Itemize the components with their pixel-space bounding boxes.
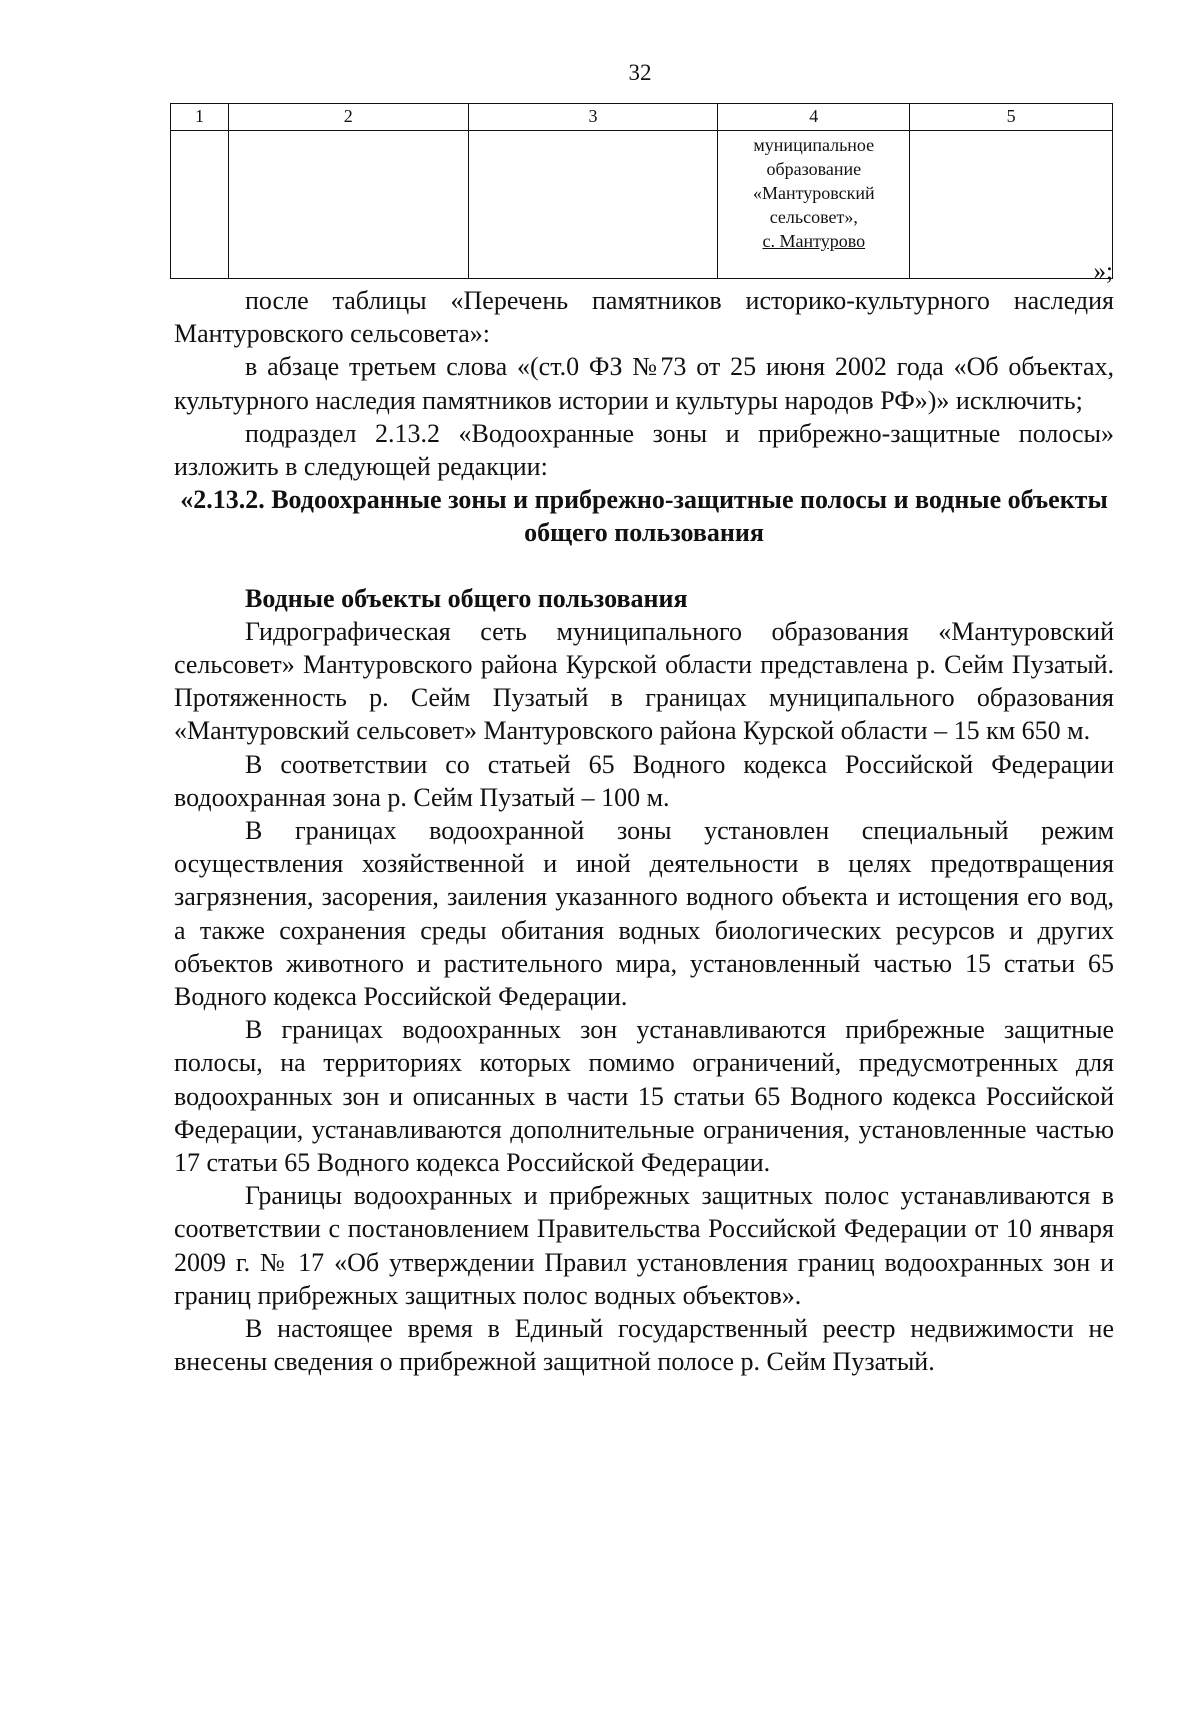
table-header-cell: 1 (171, 104, 229, 131)
cell-line: муниципальное (753, 135, 875, 155)
paragraph: В границах водоохранной зоны установлен специальный режим осуществления хозяйственной и иной деятельности в целях предотвращения загрязнения, засорения, заиления указанного водного объекта и истощения его вод, а также сохранения среды обитания водных биологических ресурсов и других объектов животного и растительного мира, установленный частью 15 статьи 65 Водного кодекса Российской Федерации. (174, 816, 1114, 1012)
table-header-cell: 4 (718, 104, 910, 131)
table-header-cell: 3 (468, 104, 718, 131)
paragraph: В соответствии со статьей 65 Водного кодекса Российской Федерации водоохранная зона р. Сейм Пузатый – 100 м. (174, 749, 1114, 812)
cell-line: сельсовет», (769, 207, 858, 227)
paragraph: В настоящее время в Единый государственный реестр недвижимости не внесены сведения о прибрежной защитной полосе р. Сейм Пузатый. (174, 1314, 1114, 1377)
section-title: «2.13.2. Водоохранные зоны и прибрежно-защитные полосы и водные объекты общего пользования (180, 485, 1108, 548)
closing-quote-mark: »; (1093, 258, 1113, 285)
table-header-cell: 2 (228, 104, 468, 131)
body-text (174, 284, 1114, 1379)
subheading: Водные объекты общего пользования (245, 583, 688, 613)
table-cell (171, 131, 229, 279)
table-cell (468, 131, 718, 279)
paragraph: В границах водоохранных зон устанавливаются прибрежные защитные полосы, на территориях которых помимо ограничений, предусмотренных для водоохранных зон и описанных в части 15 статьи 65 Водного кодекса Российской Федерации, устанавливаются дополнительные ограничения, установленные частью 17 статьи 65 Водного кодекса Российской Федерации. (174, 1015, 1114, 1178)
paragraph: Границы водоохранных и прибрежных защитных полос устанавливаются в соответствии с постановлением Правительства Российской Федерации от 10 января 2009 г. № 17 «Об утверждении Правил установления границ водоохранных зон и границ прибрежных защитных полос водных объектов». (174, 1181, 1114, 1310)
cell-line: «Мантуровский (752, 183, 875, 203)
table-cell (910, 131, 1113, 279)
paragraph: после таблицы «Перечень памятников историко-культурного наследия Мантуровского сельсовета»: (174, 286, 1114, 349)
paragraph: в абзаце третьем слова «(ст.0 ФЗ №73 от 25 июня 2002 года «Об объектах, культурного наследия памятников истории и культуры народов РФ»)» исключить; (174, 352, 1114, 415)
paragraph: подраздел 2.13.2 «Водоохранные зоны и прибрежно-защитные полосы» изложить в следующей редакции: (174, 418, 1114, 482)
page-number: 32 (628, 60, 652, 85)
continuation-table (170, 103, 1113, 279)
cell-line: с. Мантурово (762, 231, 866, 251)
table-header-row (171, 104, 1113, 131)
table-header-cell: 5 (910, 104, 1113, 131)
table-cell-location (718, 131, 910, 279)
table-row (171, 131, 1113, 279)
paragraph: Гидрографическая сеть муниципального образования «Мантуровский сельсовет» Мантуровского района Курской области представлена р. Сейм Пузатый. Протяженность р. Сейм Пузатый в границах муниципального образования «Мантуровский сельсовет» Мантуровского района Курской области – 15 км 650 м. (174, 616, 1114, 746)
cell-line: образование (766, 159, 862, 179)
table-cell (228, 131, 468, 279)
